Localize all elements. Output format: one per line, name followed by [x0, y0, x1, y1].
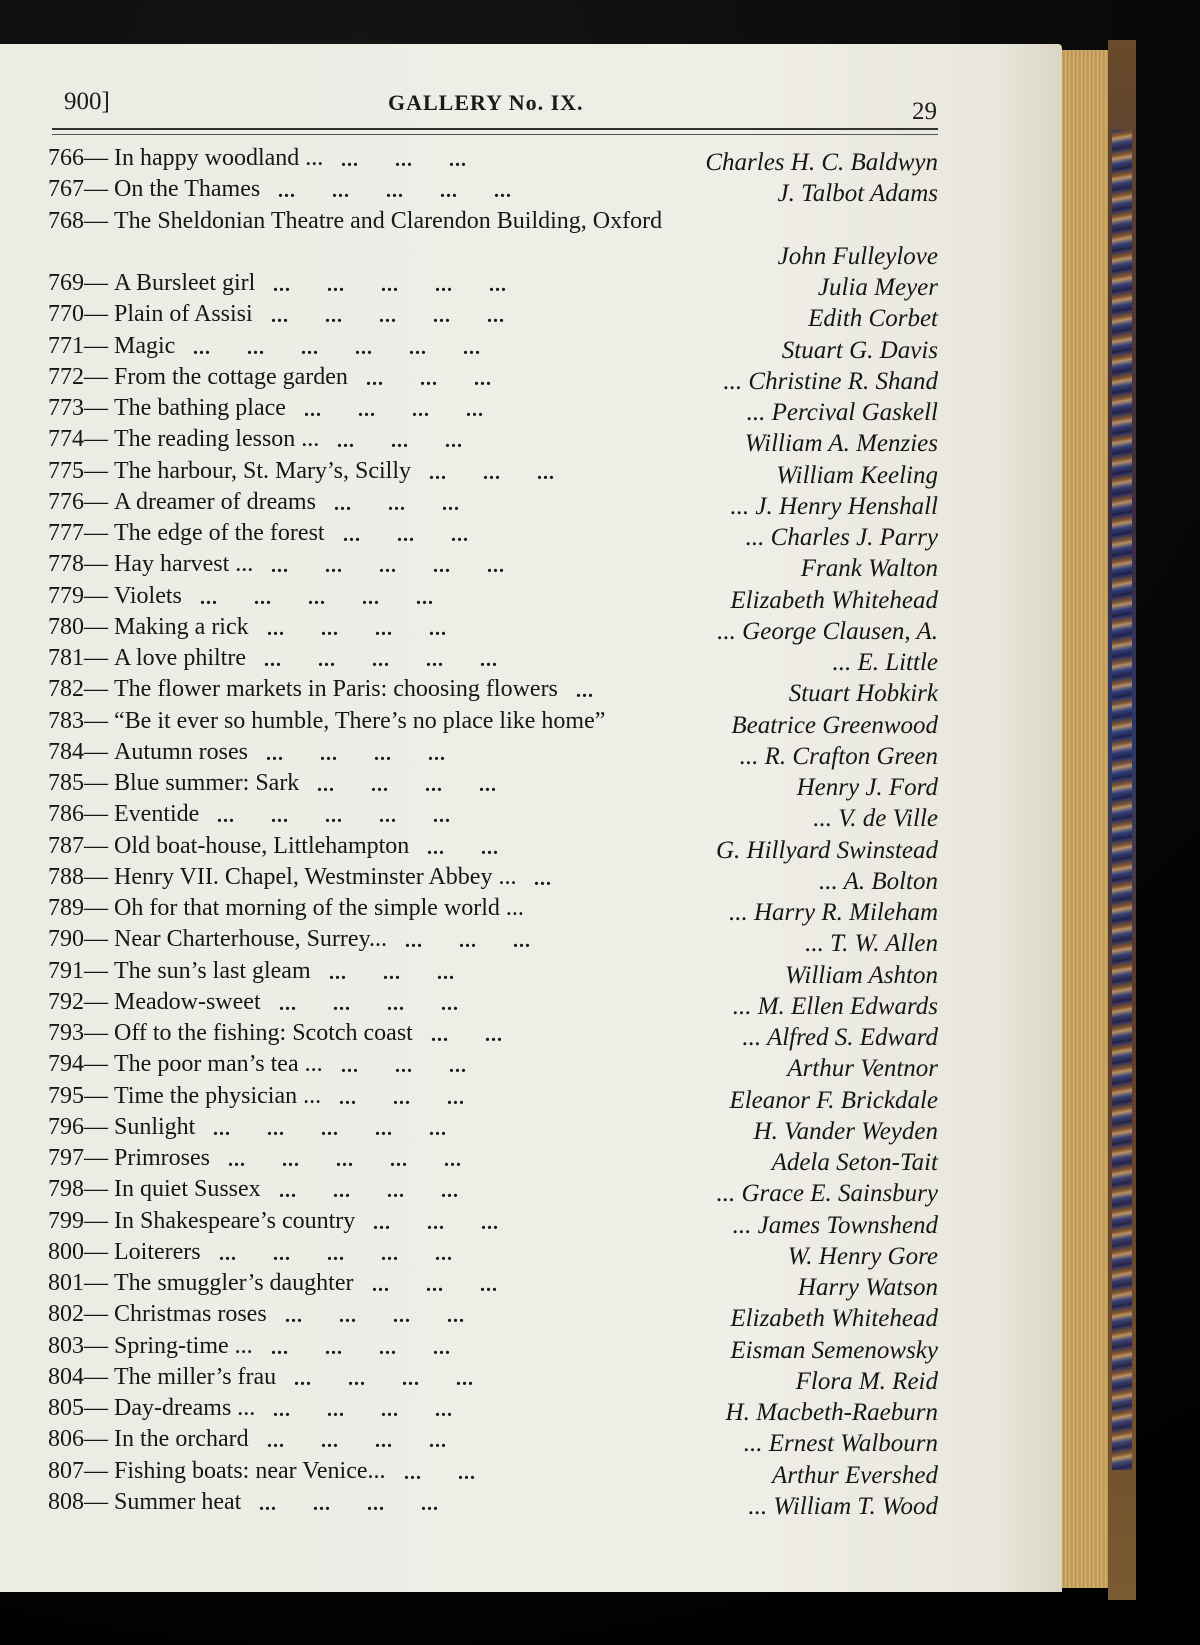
entry-title: Day-dreams ...	[114, 1395, 256, 1421]
entry-artist: William Ashton	[784, 961, 938, 989]
entry-number: 766—	[48, 145, 108, 171]
entry-artist: ... E. Little	[832, 649, 938, 676]
entry-number: 797—	[48, 1145, 108, 1171]
leader-dots: ... ... ... ...	[266, 742, 446, 765]
entry-artist: Stuart G. Davis	[781, 336, 938, 364]
entry-title: A Bursleet girl	[114, 270, 256, 296]
entry-number: 771—	[48, 332, 108, 359]
entry-number: 801—	[48, 1270, 108, 1296]
catalogue-entry	[48, 708, 938, 738]
entry-number: 770—	[48, 301, 108, 328]
leader-dots: ... ... ... ...	[304, 399, 484, 421]
catalogue-entry	[48, 1114, 938, 1144]
catalogue-entry	[48, 1301, 938, 1331]
entry-number: 790—	[48, 926, 108, 953]
entry-number: 780—	[48, 613, 108, 640]
entry-artist-continuation: John Fulleylove	[777, 242, 938, 270]
entry-artist: Henry J. Ford	[796, 774, 938, 801]
entry-title: Henry VII. Chapel, Westminster Abbey ...	[114, 863, 517, 890]
leader-dots: ... ... ... ...	[285, 1305, 465, 1328]
catalogue-entry	[48, 333, 938, 363]
leader-dots: ... ... ...	[429, 461, 555, 484]
catalogue-entry	[48, 1208, 938, 1238]
entry-title: The sun’s last gleam	[114, 957, 311, 984]
entry-title: Old boat-house, Littlehampton	[114, 832, 410, 859]
catalogue-entry	[48, 614, 938, 644]
catalogue-entry	[48, 770, 938, 800]
entry-number: 789—	[48, 895, 108, 921]
leader-dots: ... ... ...	[337, 430, 463, 453]
leader-dots: ... ... ...	[373, 1211, 499, 1234]
catalogue-entry	[48, 1051, 938, 1081]
entry-number: 796—	[48, 1113, 108, 1140]
catalogue-entry	[48, 583, 938, 613]
catalogue-entry	[48, 364, 938, 394]
entry-title: Primroses	[114, 1145, 210, 1171]
entry-number: 795—	[48, 1082, 108, 1109]
entry-title: Hay harvest ...	[114, 551, 254, 578]
entry-title: The Sheldonian Theatre and Clarendon Building, Oxford	[114, 207, 663, 234]
catalogue-entry	[48, 208, 938, 238]
entry-artist: Charles H. C. Baldwyn	[705, 149, 938, 176]
leader-dots: ... ... ... ...	[271, 1336, 451, 1359]
catalogue-entry	[48, 958, 938, 988]
catalogue-entry	[48, 489, 938, 519]
catalogue-entry	[48, 1395, 938, 1425]
entry-title: On the Thames	[114, 176, 261, 203]
catalogue-entry	[48, 645, 938, 675]
entry-artist: ... A. Bolton	[819, 867, 938, 895]
leader-dots: ... ... ...	[405, 930, 531, 953]
catalogue-entry	[48, 989, 938, 1019]
entry-number: 783—	[48, 707, 108, 734]
entry-number: 798—	[48, 1176, 108, 1203]
catalogue-entry	[48, 1083, 938, 1113]
entry-artist: ... R. Crafton Green	[739, 742, 938, 770]
entry-number: 776—	[48, 488, 108, 515]
entry-artist: ... J. Henry Henshall	[730, 492, 938, 520]
page-number: 29	[912, 98, 937, 125]
entry-number: 788—	[48, 863, 108, 890]
leader-dots: ... ... ... ... ...	[271, 555, 505, 578]
entry-title: Sunlight	[114, 1113, 196, 1140]
leader-dots: ... ... ...	[339, 1086, 465, 1109]
entry-title: In the orchard	[114, 1426, 249, 1453]
entry-title: Plain of Assisi	[114, 301, 253, 328]
leader-dots: ... ... ... ...	[294, 1367, 474, 1390]
entry-artist: ... George Clausen, A.	[717, 617, 938, 645]
leader-dots: ... ... ... ...	[317, 774, 497, 796]
catalogue-entry	[48, 176, 938, 206]
entry-artist: ... Charles J. Parry	[745, 524, 938, 551]
catalogue-entry	[48, 1333, 938, 1363]
catalogue-entry	[48, 301, 938, 331]
entry-number: 782—	[48, 676, 108, 703]
entry-artist: H. Vander Weyden	[753, 1117, 938, 1145]
entry-title: In quiet Sussex	[114, 1176, 261, 1203]
entry-title: The poor man’s tea ...	[114, 1051, 323, 1078]
leader-dots: ... ... ... ...	[267, 1430, 447, 1453]
entry-title: Loiterers	[114, 1238, 201, 1265]
entry-number: 775—	[48, 457, 108, 484]
entry-title: The miller’s frau	[114, 1363, 277, 1390]
entry-artist: ... Harry R. Mileham	[729, 899, 938, 926]
entry-title: Time the physician ...	[114, 1082, 322, 1109]
catalogue-entry	[48, 1489, 938, 1519]
entry-title: Blue summer: Sark	[114, 770, 300, 796]
entry-number: 773—	[48, 395, 108, 421]
entry-artist: ... William T. Wood	[748, 1492, 938, 1520]
entry-artist: William Keeling	[776, 461, 938, 489]
leader-dots: ... ... ...	[372, 1274, 498, 1296]
leader-dots: ... ... ...	[334, 492, 460, 515]
entry-number: 768—	[48, 207, 108, 234]
entry-title: “Be it ever so humble, There’s no place like home”	[114, 707, 606, 734]
catalogue-entry	[48, 833, 938, 863]
catalogue-entry	[48, 551, 938, 581]
entry-artist: Harry Watson	[797, 1274, 938, 1301]
running-head-title: GALLERY No. IX.	[388, 90, 584, 115]
catalogue-entry	[48, 1239, 938, 1269]
leader-dots: ... ... ... ... ...	[264, 649, 498, 671]
marbled-edge	[1112, 130, 1132, 1470]
catalogue-entry	[48, 458, 938, 488]
entry-artist: ... Christine R. Shand	[723, 367, 938, 395]
catalogue-entry	[48, 1458, 938, 1488]
leader-dots: ... ... ... ...	[259, 1492, 439, 1515]
leader-dots: ... ... ... ... ...	[213, 1117, 447, 1140]
catalogue-entry	[48, 801, 938, 831]
entry-artist: William A. Menzies	[744, 430, 938, 458]
catalogue-entry	[48, 1176, 938, 1206]
entry-number: 806—	[48, 1426, 108, 1453]
entry-title: Oh for that morning of the simple world ...	[114, 895, 524, 921]
leader-dots: ... ... ... ... ...	[271, 305, 505, 328]
entry-artist: H. Macbeth-Raeburn	[725, 1399, 938, 1426]
leader-dots: ...	[534, 867, 552, 890]
catalogue-entry	[48, 739, 938, 769]
entry-title: Violets	[114, 582, 182, 609]
entry-artist: Frank Walton	[800, 555, 938, 583]
leader-dots: ... ... ... ... ...	[273, 274, 507, 296]
entry-artist: G. Hillyard Swinstead	[716, 836, 938, 864]
entry-title: The reading lesson ...	[114, 426, 320, 453]
entry-number: 805—	[48, 1395, 108, 1421]
catalogue-entry	[48, 395, 938, 425]
entry-number: 791—	[48, 957, 108, 984]
entry-artist: Julia Meyer	[817, 274, 938, 301]
leader-dots: ... ... ... ...	[273, 1399, 453, 1421]
entry-artist: Elizabeth Whitehead	[730, 586, 938, 614]
catalogue-entry	[48, 1364, 938, 1394]
entry-number: 804—	[48, 1363, 108, 1390]
leader-dots: ... ... ...	[341, 149, 467, 171]
entry-artist: Eleanor F. Brickdale	[729, 1086, 938, 1114]
entry-number: 784—	[48, 738, 108, 765]
leader-dots: ... ... ... ...	[279, 992, 459, 1015]
leader-dots: ... ...	[431, 1024, 503, 1046]
entry-artist: Stuart Hobkirk	[788, 680, 938, 708]
entry-number: 803—	[48, 1332, 108, 1359]
entry-title: In Shakespeare’s country	[114, 1207, 356, 1234]
entry-artist: J. Talbot Adams	[777, 180, 938, 208]
entry-title: The edge of the forest	[114, 520, 325, 546]
entry-title: Near Charterhouse, Surrey...	[114, 926, 388, 953]
leader-dots: ... ... ...	[343, 524, 469, 546]
leader-dots: ... ... ...	[366, 367, 492, 390]
entry-number: 779—	[48, 582, 108, 609]
entry-title: Making a rick	[114, 613, 249, 640]
entry-title: Off to the fishing: Scotch coast	[114, 1020, 413, 1046]
leader-dots: ... ...	[404, 1461, 476, 1484]
leader-dots: ... ... ...	[341, 1055, 467, 1078]
entry-artist: ... Alfred S. Edward	[742, 1024, 938, 1051]
leader-dots: ... ... ... ... ...	[219, 1242, 453, 1265]
catalogue-entry	[48, 1426, 938, 1456]
entry-title: Summer heat	[114, 1488, 242, 1515]
leader-dots: ... ... ... ... ...	[228, 1149, 462, 1171]
catalogue-entry	[48, 1145, 938, 1175]
leader-dots: ... ... ... ... ... ...	[193, 336, 481, 359]
entry-number: 800—	[48, 1238, 108, 1265]
entry-title: A love philtre	[114, 645, 246, 671]
entry-title: Meadow-sweet	[114, 988, 261, 1015]
catalogue-entry	[48, 895, 938, 925]
leader-dots: ... ...	[427, 836, 499, 859]
entry-number: 799—	[48, 1207, 108, 1234]
entry-title: The bathing place	[114, 395, 286, 421]
entry-artist: Elizabeth Whitehead	[730, 1305, 938, 1333]
leader-dots: ... ... ... ...	[267, 617, 447, 640]
entry-number: 777—	[48, 520, 108, 546]
entry-number: 787—	[48, 832, 108, 859]
entry-title: In happy woodland ...	[114, 145, 324, 171]
entry-artist: ... M. Ellen Edwards	[732, 992, 938, 1020]
entry-title: Spring-time ...	[114, 1332, 253, 1359]
entry-number: 793—	[48, 1020, 108, 1046]
entry-number: 792—	[48, 988, 108, 1015]
entry-title: Christmas roses	[114, 1301, 267, 1328]
entry-artist: ... V. de Ville	[813, 805, 938, 833]
catalogue-entry	[48, 864, 938, 894]
entry-artist: Arthur Ventnor	[787, 1055, 938, 1083]
running-head-left: 900]	[64, 88, 110, 115]
leader-dots: ... ... ... ... ...	[278, 180, 512, 203]
entry-title: The harbour, St. Mary’s, Scilly	[114, 457, 411, 484]
leader-dots: ... ... ... ... ...	[200, 586, 434, 609]
entry-artist: ... Percival Gaskell	[746, 399, 938, 426]
entry-artist: ... Ernest Walbourn	[743, 1430, 938, 1458]
entry-number: 774—	[48, 426, 108, 453]
entry-title: Magic	[114, 332, 176, 359]
page-edges	[1062, 50, 1110, 1588]
entry-artist: ... Grace E. Sainsbury	[716, 1180, 938, 1208]
catalogue-entry	[48, 270, 938, 300]
entry-artist: W. Henry Gore	[787, 1242, 938, 1270]
entry-number: 794—	[48, 1051, 108, 1078]
catalogue-entry	[48, 145, 938, 175]
entry-artist: Flora M. Reid	[795, 1367, 938, 1395]
entry-number: 772—	[48, 363, 108, 390]
entry-artist: Adela Seton-Tait	[771, 1149, 938, 1176]
leader-dots: ... ... ...	[329, 961, 455, 984]
entry-number: 786—	[48, 801, 108, 828]
entry-title: The smuggler’s daughter	[114, 1270, 354, 1296]
entry-number: 769—	[48, 270, 108, 296]
entry-artist: ... T. W. Allen	[805, 930, 938, 958]
entry-title: The flower markets in Paris: choosing flowers	[114, 676, 558, 703]
leader-dots: ... ... ... ... ...	[217, 805, 451, 828]
entry-artist: Eisman Semenowsky	[730, 1336, 938, 1364]
entry-artist: Edith Corbet	[808, 305, 938, 333]
catalogue-entry	[48, 1020, 938, 1050]
catalogue-entry	[48, 676, 938, 706]
catalogue-entry	[48, 520, 938, 550]
entry-title: From the cottage garden	[114, 363, 348, 390]
entry-number: 802—	[48, 1301, 108, 1328]
catalogue-entry	[48, 1270, 938, 1300]
leader-dots: ...	[576, 680, 594, 703]
entry-number: 785—	[48, 770, 108, 796]
entry-number: 808—	[48, 1488, 108, 1515]
entry-title: Eventide	[114, 801, 200, 828]
entry-title: A dreamer of dreams	[114, 488, 316, 515]
entry-number: 781—	[48, 645, 108, 671]
leader-dots: ... ... ... ...	[279, 1180, 459, 1203]
entry-artist: Beatrice Greenwood	[731, 711, 938, 739]
entry-title: Fishing boats: near Venice...	[114, 1457, 386, 1484]
catalogue-entry	[48, 926, 938, 956]
entry-title: Autumn roses	[114, 738, 248, 765]
catalogue-entry	[48, 426, 938, 456]
entry-number: 767—	[48, 176, 108, 203]
entry-number: 807—	[48, 1457, 108, 1484]
entry-artist: ... James Townshend	[732, 1211, 938, 1239]
entry-number: 778—	[48, 551, 108, 578]
entry-artist: Arthur Evershed	[772, 1461, 938, 1489]
